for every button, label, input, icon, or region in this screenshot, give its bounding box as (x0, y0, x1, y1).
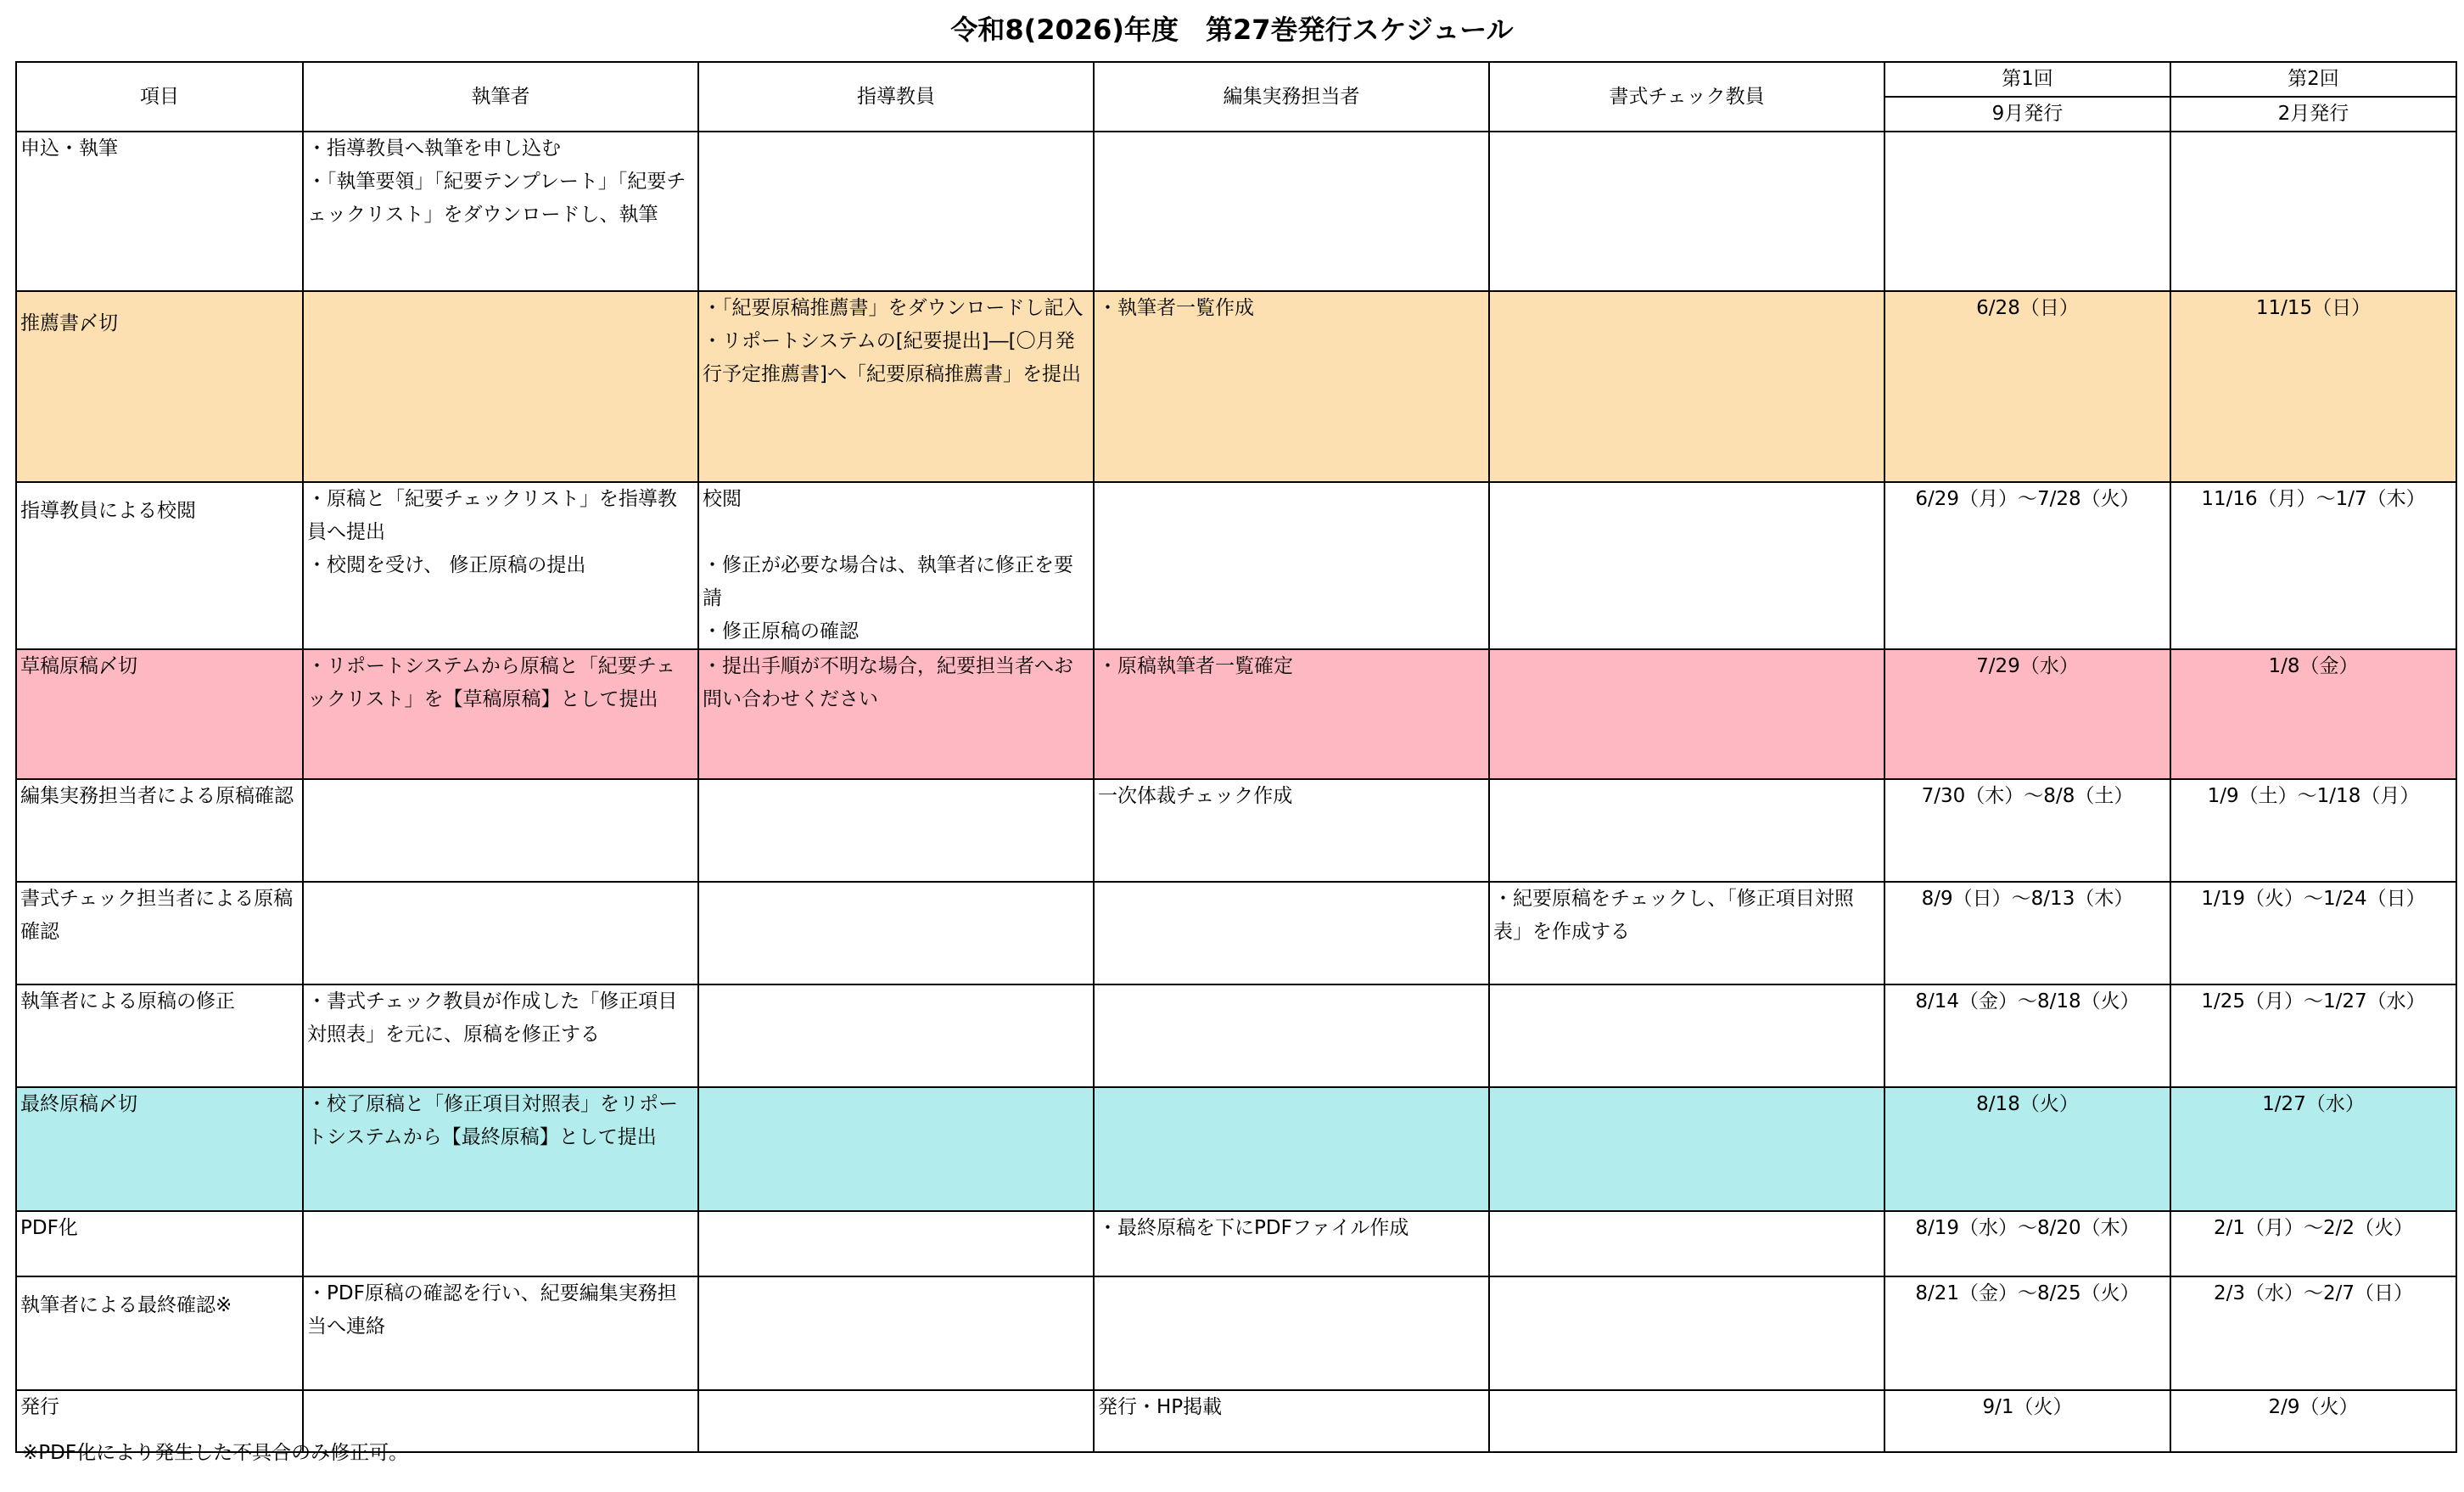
cell-round1-date: 7/29（水） (1884, 649, 2170, 779)
cell-round2-date: 1/27（水） (2170, 1087, 2456, 1211)
cell-round2-date: 11/15（日） (2170, 291, 2456, 482)
cell-editor (1094, 984, 1489, 1087)
cell-format-checker (1489, 1211, 1884, 1276)
cell-round2-date: 1/8（金） (2170, 649, 2456, 779)
cell-editor (1094, 132, 1489, 291)
cell-text-line: ・書式チェック教員が作成した「修正項目対照表」を元に、原稿を修正する (307, 990, 678, 1046)
cell-text-line: ・PDF原稿の確認を行い、紀要編集実務担当へ連絡 (307, 1282, 677, 1338)
row-item-label: 最終原稿〆切 (16, 1087, 303, 1211)
cell-advisor (698, 1087, 1094, 1211)
cell-editor (1094, 291, 1489, 482)
cell-round1-date: 6/29（月）～7/28（火） (1884, 482, 2170, 649)
cell-round1-date: 9/1（火） (1884, 1390, 2170, 1452)
cell-advisor (698, 1390, 1094, 1452)
header-round1-sub: 9月発行 (1884, 97, 2170, 132)
cell-editor (1094, 649, 1489, 779)
schedule-row-apply (16, 132, 2456, 291)
header-advisor: 指導教員 (698, 62, 1094, 132)
schedule-row-final-confirm (16, 1276, 2456, 1390)
cell-author (303, 984, 698, 1087)
cell-editor (1094, 1087, 1489, 1211)
cell-author (303, 779, 698, 882)
schedule-row-pdf (16, 1211, 2456, 1276)
cell-text-line: ・執筆者一覧作成 (1098, 297, 1254, 319)
row-item-label: 申込・執筆 (16, 132, 303, 291)
cell-author (303, 1211, 698, 1276)
cell-round1-date (1884, 132, 2170, 291)
cell-advisor (698, 882, 1094, 984)
cell-author (303, 132, 698, 291)
schedule-table (15, 61, 2457, 1453)
cell-text-line: ・指導教員へ執筆を申し込む (307, 137, 561, 160)
cell-text-line: ・校了原稿と「修正項目対照表」をリポートシステムから【最終原稿】として提出 (307, 1093, 678, 1148)
cell-format-checker (1489, 482, 1884, 649)
cell-round1-date: 8/9（日）～8/13（木） (1884, 882, 2170, 984)
cell-format-checker (1489, 649, 1884, 779)
cell-advisor (698, 1211, 1094, 1276)
schedule-row-editor-check (16, 779, 2456, 882)
row-item-label: 草稿原稿〆切 (16, 649, 303, 779)
schedule-row-final-deadline (16, 1087, 2456, 1211)
cell-text-line: ・修正原稿の確認 (703, 620, 859, 642)
cell-round1-date: 8/21（金）～8/25（火） (1884, 1276, 2170, 1390)
cell-round1-date: 8/19（水）～8/20（木） (1884, 1211, 2170, 1276)
cell-editor (1094, 1211, 1489, 1276)
row-item-label: 指導教員による校閲 (16, 482, 303, 649)
cell-advisor (698, 1276, 1094, 1390)
cell-text-line: ・原稿と「紀要チェックリスト」を指導教員へ提出 (307, 488, 677, 543)
row-item-label: 推薦書〆切 (16, 291, 303, 482)
header-round1: 第1回 (1884, 62, 2170, 97)
cell-round1-date: 8/14（金）～8/18（火） (1884, 984, 2170, 1087)
cell-text-line (703, 516, 1089, 549)
cell-round1-date: 7/30（木）～8/8（土） (1884, 779, 2170, 882)
cell-editor (1094, 1276, 1489, 1390)
cell-text-line: ・「執筆要領」「紀要テンプレート」「紀要チェックリスト」をダウンロードし、執筆 (307, 171, 686, 226)
cell-format-checker (1489, 882, 1884, 984)
schedule-row-format-check (16, 882, 2456, 984)
cell-format-checker (1489, 1276, 1884, 1390)
cell-text-line: ・リポートシステムの[紀要提出]―[〇月発行予定推薦書]へ「紀要原稿推薦書」を提出 (703, 330, 1081, 385)
cell-author (303, 882, 698, 984)
cell-advisor (698, 291, 1094, 482)
cell-round1-date: 6/28（日） (1884, 291, 2170, 482)
cell-text-line: ・リポートシステムから原稿と「紀要チェックリスト」を【草稿原稿】として提出 (307, 655, 676, 710)
cell-text-line: ・提出手順が不明な場合，紀要担当者へお問い合わせください (703, 655, 1073, 710)
cell-round2-date: 1/25（月）～1/27（水） (2170, 984, 2456, 1087)
page-title: 令和8(2026)年度 第27巻発行スケジュール (950, 14, 1514, 46)
header-round2-sub: 2月発行 (2170, 97, 2456, 132)
cell-editor (1094, 482, 1489, 649)
cell-text-line: 校閲 (703, 488, 742, 510)
cell-round2-date: 11/16（月）～1/7（木） (2170, 482, 2456, 649)
cell-format-checker (1489, 984, 1884, 1087)
cell-round2-date: 1/19（火）～1/24（日） (2170, 882, 2456, 984)
cell-round2-date: 2/1（月）～2/2（火） (2170, 1211, 2456, 1276)
cell-author (303, 1276, 698, 1390)
cell-text-line: 一次体裁チェック作成 (1098, 785, 1293, 807)
cell-advisor (698, 132, 1094, 291)
cell-author (303, 482, 698, 649)
row-item-label: 執筆者による最終確認※ (16, 1276, 303, 1390)
row-item-label: 執筆者による原稿の修正 (16, 984, 303, 1087)
cell-advisor (698, 984, 1094, 1087)
cell-round1-date: 8/18（火） (1884, 1087, 2170, 1211)
row-item-label: 編集実務担当者による原稿確認 (16, 779, 303, 882)
cell-text-line: ・紀要原稿をチェックし、「修正項目対照表」を作成する (1493, 888, 1854, 943)
cell-advisor (698, 482, 1094, 649)
schedule-body (16, 132, 2456, 1452)
cell-text-line: 発行・HP掲載 (1098, 1396, 1223, 1418)
header-author: 執筆者 (303, 62, 698, 132)
cell-format-checker (1489, 1390, 1884, 1452)
header-round2: 第2回 (2170, 62, 2456, 97)
cell-round2-date: 2/9（火） (2170, 1390, 2456, 1452)
footnote: ※PDF化により発生した不具合のみ修正可。 (22, 1442, 409, 1464)
cell-author (303, 1087, 698, 1211)
cell-round2-date: 2/3（水）～2/7（日） (2170, 1276, 2456, 1390)
cell-text-line: ・原稿執筆者一覧確定 (1098, 655, 1293, 677)
cell-editor (1094, 882, 1489, 984)
cell-format-checker (1489, 779, 1884, 882)
cell-author (303, 649, 698, 779)
schedule-row-advisor-review (16, 482, 2456, 649)
cell-format-checker (1489, 291, 1884, 482)
cell-text-line: ・修正が必要な場合は、執筆者に修正を要請 (703, 554, 1073, 609)
header-item: 項目 (16, 62, 303, 132)
cell-advisor (698, 649, 1094, 779)
schedule-row-author-revise (16, 984, 2456, 1087)
cell-author (303, 291, 698, 482)
cell-format-checker (1489, 132, 1884, 291)
header-editor: 編集実務担当者 (1094, 62, 1489, 132)
cell-text-line: ・「紀要原稿推薦書」をダウンロードし記入 (703, 297, 1084, 319)
schedule-row-recommend (16, 291, 2456, 482)
row-item-label: 発行 (16, 1390, 303, 1452)
cell-editor (1094, 1390, 1489, 1452)
cell-text-line: ・最終原稿を下にPDFファイル作成 (1098, 1217, 1409, 1239)
cell-editor (1094, 779, 1489, 882)
cell-round2-date (2170, 132, 2456, 291)
schedule-row-draft-deadline (16, 649, 2456, 779)
cell-text-line: ・校閲を受け、 修正原稿の提出 (307, 554, 586, 576)
header-format-checker: 書式チェック教員 (1489, 62, 1884, 132)
row-item-label: PDF化 (16, 1211, 303, 1276)
cell-advisor (698, 779, 1094, 882)
row-item-label: 書式チェック担当者による原稿確認 (16, 882, 303, 984)
cell-format-checker (1489, 1087, 1884, 1211)
cell-round2-date: 1/9（土）～1/18（月） (2170, 779, 2456, 882)
